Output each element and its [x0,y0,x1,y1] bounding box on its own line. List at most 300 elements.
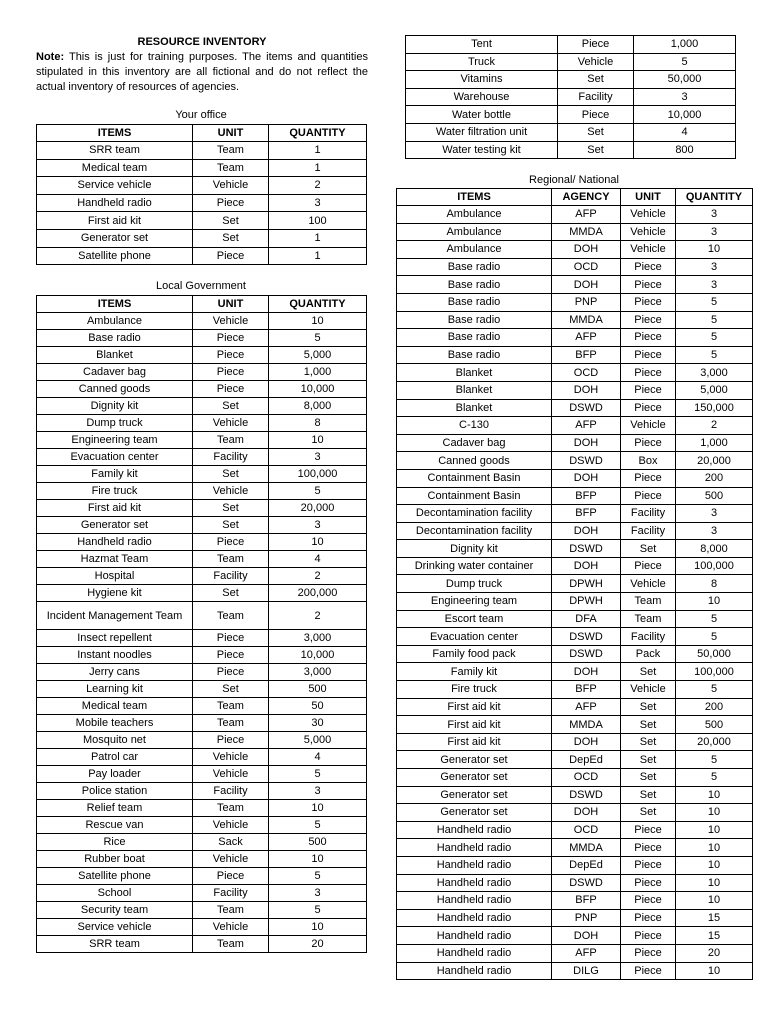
table-cell: Vehicle [193,749,269,766]
table-cell: 5 [676,346,753,364]
table-cell: Vehicle [621,681,676,699]
table-cell: Rubber boat [37,851,193,868]
table-cell: Pack [621,645,676,663]
table-cell: Mobile teachers [37,715,193,732]
table-row [397,540,753,558]
table-cell: Piece [621,364,676,382]
table-row [397,856,753,874]
table-cell: Cadaver bag [37,364,193,381]
table-cell: 3 [676,206,753,224]
table-cell: Cadaver bag [397,434,552,452]
table-cell: Satellite phone [37,868,193,885]
table-cell: Set [621,733,676,751]
table-cell: Hospital [37,568,193,585]
table-cell: Team [193,142,269,160]
table-cell: MMDA [552,311,621,329]
table-cell: Engineering team [37,432,193,449]
table-cell: Learning kit [37,681,193,698]
table-cell: 3,000 [676,364,753,382]
table-cell: Generator set [397,751,552,769]
table-cell: First aid kit [37,212,193,230]
table-cell: Dignity kit [37,398,193,415]
table-cell: Vehicle [621,223,676,241]
table-cell: Security team [37,902,193,919]
table-cell: 8 [676,575,753,593]
table-cell: 10 [269,432,367,449]
table-row [37,783,367,800]
table-cell: Ambulance [37,313,193,330]
table-row [397,593,753,611]
table-row [397,434,753,452]
table-cell: 5 [269,902,367,919]
table-cell: 10,000 [269,381,367,398]
table-cell: Family food pack [397,645,552,663]
table-row [37,647,367,664]
table-cell: 500 [269,681,367,698]
table-row [406,141,736,159]
table-cell: DSWD [552,399,621,417]
table-cell: Family kit [37,466,193,483]
table-cell: DOH [552,434,621,452]
table-cell: DOH [552,733,621,751]
table-row [397,276,753,294]
table-cell: OCD [552,769,621,787]
table-cell: 200,000 [269,585,367,602]
regional-national-table [396,188,753,980]
table-row [37,698,367,715]
table-cell: Handheld radio [397,962,552,980]
table-cell: Base radio [397,346,552,364]
table-cell: 10 [676,874,753,892]
table-cell: Piece [621,821,676,839]
table-cell: Piece [621,927,676,945]
table-cell: First aid kit [397,733,552,751]
table-cell: 4 [634,123,736,141]
table-row [397,557,753,575]
table-cell: Dump truck [37,415,193,432]
continuation-table [405,35,736,159]
table-cell: 10 [676,241,753,259]
table-cell: 5,000 [269,347,367,364]
table-row [37,551,367,568]
table-cell: OCD [552,821,621,839]
table-cell: Vehicle [621,206,676,224]
table-cell: Mosquito net [37,732,193,749]
table-cell: Piece [193,247,269,265]
table-row [397,206,753,224]
regional-national-header-row [397,189,753,206]
table-cell: Family kit [397,663,552,681]
table-cell: Set [193,681,269,698]
table-row [397,346,753,364]
table-row [37,177,367,195]
table-row [397,505,753,523]
table-row [37,500,367,517]
table-cell: Set [193,500,269,517]
table-cell: Team [193,551,269,568]
table-row [397,645,753,663]
table-row [37,415,367,432]
table-cell: Vehicle [193,483,269,500]
table-cell: Piece [193,364,269,381]
table-row [37,247,367,265]
table-cell: 50 [269,698,367,715]
table-cell: Set [621,698,676,716]
table-cell: Team [193,902,269,919]
table-row [397,892,753,910]
table-row [37,229,367,247]
table-cell: Piece [621,909,676,927]
table-row [397,522,753,540]
table-cell: Water filtration unit [406,123,558,141]
table-cell: 15 [676,927,753,945]
table-cell: 30 [269,715,367,732]
table-cell: Satellite phone [37,247,193,265]
table-row [37,585,367,602]
table-cell: C-130 [397,417,552,435]
table-cell: 3 [269,517,367,534]
table-cell: 10 [676,962,753,980]
table-cell: Set [621,786,676,804]
table-cell: Escort team [397,610,552,628]
table-cell: 10 [676,821,753,839]
table-cell: Generator set [397,804,552,822]
table-cell: 5 [269,817,367,834]
table-cell: Decontamination facility [397,522,552,540]
table-cell: 1 [269,247,367,265]
table-row [397,364,753,382]
table-row [397,716,753,734]
table-cell: AFP [552,329,621,347]
note-text: This is just for training purposes. The items and quantities stipulated in this inventory are all fictional and do not reflect the actual inventory of resources of agencies. [36,51,368,93]
table-cell: 5 [676,311,753,329]
table-row [397,751,753,769]
table-cell: DepEd [552,751,621,769]
table-cell: Canned goods [397,452,552,470]
table-cell: DOH [552,241,621,259]
items-header: ITEMS [37,296,193,313]
table-cell: 10 [676,804,753,822]
table-cell: Set [193,466,269,483]
table-cell: 3 [676,522,753,540]
table-row [397,469,753,487]
table-cell: Team [621,610,676,628]
table-cell: Containment Basin [397,487,552,505]
table-cell: Piece [621,487,676,505]
table-cell: Piece [193,347,269,364]
table-cell: DPWH [552,593,621,611]
table-row [37,212,367,230]
regional-national-caption: Regional/ National [529,174,619,186]
table-cell: Blanket [397,399,552,417]
table-cell: AFP [552,698,621,716]
table-row [37,749,367,766]
table-cell: DepEd [552,856,621,874]
table-cell: Tent [406,36,558,54]
table-cell: Generator set [397,769,552,787]
table-cell: Piece [621,944,676,962]
table-cell: DPWH [552,575,621,593]
table-cell: Instant noodles [37,647,193,664]
table-row [397,241,753,259]
table-cell: DSWD [552,874,621,892]
table-cell: AFP [552,417,621,435]
table-cell: Piece [621,311,676,329]
table-cell: Dump truck [397,575,552,593]
table-cell: 50,000 [676,645,753,663]
table-cell: Piece [621,892,676,910]
table-cell: Set [193,398,269,415]
table-cell: Rescue van [37,817,193,834]
table-row [37,732,367,749]
table-cell: Set [193,229,269,247]
table-row [406,36,736,54]
table-cell: Piece [193,732,269,749]
table-cell: 20 [269,936,367,953]
table-row [397,311,753,329]
table-cell: Piece [621,434,676,452]
table-cell: Handheld radio [37,534,193,551]
table-row [37,715,367,732]
table-cell: Team [193,936,269,953]
unit-header: UNIT [621,189,676,206]
table-cell: Piece [193,534,269,551]
table-cell: AFP [552,944,621,962]
table-cell: 5 [676,293,753,311]
table-cell: Set [621,540,676,558]
table-row [37,885,367,902]
table-cell: 2 [269,177,367,195]
table-cell: Handheld radio [397,927,552,945]
table-cell: 3 [269,885,367,902]
table-row [37,449,367,466]
local-government-caption: Local Government [156,280,246,292]
table-row [37,483,367,500]
table-row [406,123,736,141]
table-cell: 100 [269,212,367,230]
table-cell: Evacuation center [397,628,552,646]
table-cell: Water testing kit [406,141,558,159]
table-cell: 1 [269,159,367,177]
table-row [397,804,753,822]
table-cell: Set [621,804,676,822]
table-cell: Containment Basin [397,469,552,487]
table-cell: 5 [269,483,367,500]
quantity-header: QUANTITY [269,296,367,313]
table-row [406,71,736,89]
table-cell: 100,000 [269,466,367,483]
table-cell: Vehicle [193,817,269,834]
table-row [37,664,367,681]
table-cell: Piece [621,874,676,892]
table-cell: DSWD [552,628,621,646]
table-cell: 3 [676,276,753,294]
table-cell: Handheld radio [397,839,552,857]
table-cell: SRR team [37,936,193,953]
table-cell: Handheld radio [397,909,552,927]
table-cell: Set [621,716,676,734]
table-cell: 4 [269,749,367,766]
table-cell: 150,000 [676,399,753,417]
table-cell: Piece [621,329,676,347]
table-cell: Piece [193,330,269,347]
table-cell: BFP [552,681,621,699]
table-cell: Jerry cans [37,664,193,681]
table-cell: Vehicle [193,766,269,783]
unit-header: UNIT [193,125,269,142]
table-cell: BFP [552,892,621,910]
table-cell: Team [193,602,269,630]
table-cell: 5 [676,751,753,769]
table-cell: 1 [269,229,367,247]
table-row [37,630,367,647]
table-cell: 3 [634,88,736,106]
table-row [397,258,753,276]
table-cell: 2 [676,417,753,435]
table-row [397,293,753,311]
table-cell: Facility [193,885,269,902]
table-row [37,159,367,177]
table-cell: 1,000 [634,36,736,54]
table-cell: PNP [552,293,621,311]
table-cell: Handheld radio [397,892,552,910]
table-cell: Base radio [37,330,193,347]
table-cell: Facility [621,505,676,523]
table-row [406,88,736,106]
table-cell: DOH [552,522,621,540]
table-row [37,364,367,381]
table-cell: 10,000 [634,106,736,124]
table-cell: 50,000 [634,71,736,89]
table-cell: 100,000 [676,663,753,681]
table-cell: 3 [269,449,367,466]
table-cell: 10 [676,892,753,910]
table-cell: 3 [676,505,753,523]
table-row [37,868,367,885]
table-cell: School [37,885,193,902]
table-cell: 5 [269,330,367,347]
table-cell: 20 [676,944,753,962]
table-cell: DOH [552,276,621,294]
table-cell: Piece [621,469,676,487]
table-cell: Facility [621,522,676,540]
table-row [37,313,367,330]
quantity-header: QUANTITY [269,125,367,142]
table-cell: Vehicle [193,415,269,432]
table-cell: Vehicle [193,851,269,868]
document-title: RESOURCE INVENTORY [137,36,267,48]
table-row [37,398,367,415]
unit-header: UNIT [193,296,269,313]
table-row [397,663,753,681]
table-cell: Facility [558,88,634,106]
table-cell: DOH [552,804,621,822]
table-cell: Facility [193,783,269,800]
table-cell: 10 [676,856,753,874]
table-cell: Handheld radio [397,944,552,962]
table-cell: Drinking water container [397,557,552,575]
table-cell: AFP [552,206,621,224]
table-cell: 5,000 [676,381,753,399]
table-row [37,432,367,449]
table-cell: Set [621,769,676,787]
table-cell: Hazmat Team [37,551,193,568]
table-cell: MMDA [552,223,621,241]
table-cell: Piece [193,630,269,647]
table-cell: Pay loader [37,766,193,783]
table-row [37,800,367,817]
table-cell: Team [193,715,269,732]
table-cell: Handheld radio [37,194,193,212]
table-cell: 10 [269,919,367,936]
table-cell: Blanket [37,347,193,364]
table-row [37,568,367,585]
table-cell: BFP [552,346,621,364]
table-cell: Engineering team [397,593,552,611]
table-cell: 10 [676,839,753,857]
table-cell: 20,000 [269,500,367,517]
table-cell: DILG [552,962,621,980]
table-cell: DFA [552,610,621,628]
table-cell: Base radio [397,276,552,294]
table-row [406,53,736,71]
table-cell: 5 [676,769,753,787]
table-cell: Fire truck [397,681,552,699]
table-row [397,733,753,751]
table-cell: 2 [269,568,367,585]
table-cell: OCD [552,364,621,382]
table-row [397,381,753,399]
table-cell: DOH [552,557,621,575]
table-row [397,487,753,505]
table-cell: First aid kit [397,698,552,716]
table-cell: Relief team [37,800,193,817]
table-cell: Set [621,663,676,681]
table-cell: Piece [193,868,269,885]
table-cell: Hygiene kit [37,585,193,602]
table-row [397,698,753,716]
table-cell: SRR team [37,142,193,160]
table-cell: MMDA [552,839,621,857]
table-cell: BFP [552,487,621,505]
table-cell: Vehicle [193,177,269,195]
table-cell: 500 [676,487,753,505]
local-government-header-row [37,296,367,313]
table-cell: Water bottle [406,106,558,124]
table-cell: Handheld radio [397,821,552,839]
table-cell: 3 [676,258,753,276]
table-cell: Piece [193,664,269,681]
table-cell: Set [193,212,269,230]
table-row [37,817,367,834]
table-cell: 3,000 [269,630,367,647]
table-row [37,602,367,630]
table-cell: Piece [193,647,269,664]
table-cell: Vehicle [193,919,269,936]
table-cell: 5 [676,610,753,628]
table-row [37,851,367,868]
table-cell: Piece [621,293,676,311]
table-cell: Medical team [37,698,193,715]
your-office-header-row [37,125,367,142]
table-cell: Box [621,452,676,470]
table-cell: Vehicle [621,241,676,259]
table-cell: Truck [406,53,558,71]
table-cell: 800 [634,141,736,159]
table-cell: Facility [193,449,269,466]
table-cell: Base radio [397,258,552,276]
table-cell: 5 [676,329,753,347]
